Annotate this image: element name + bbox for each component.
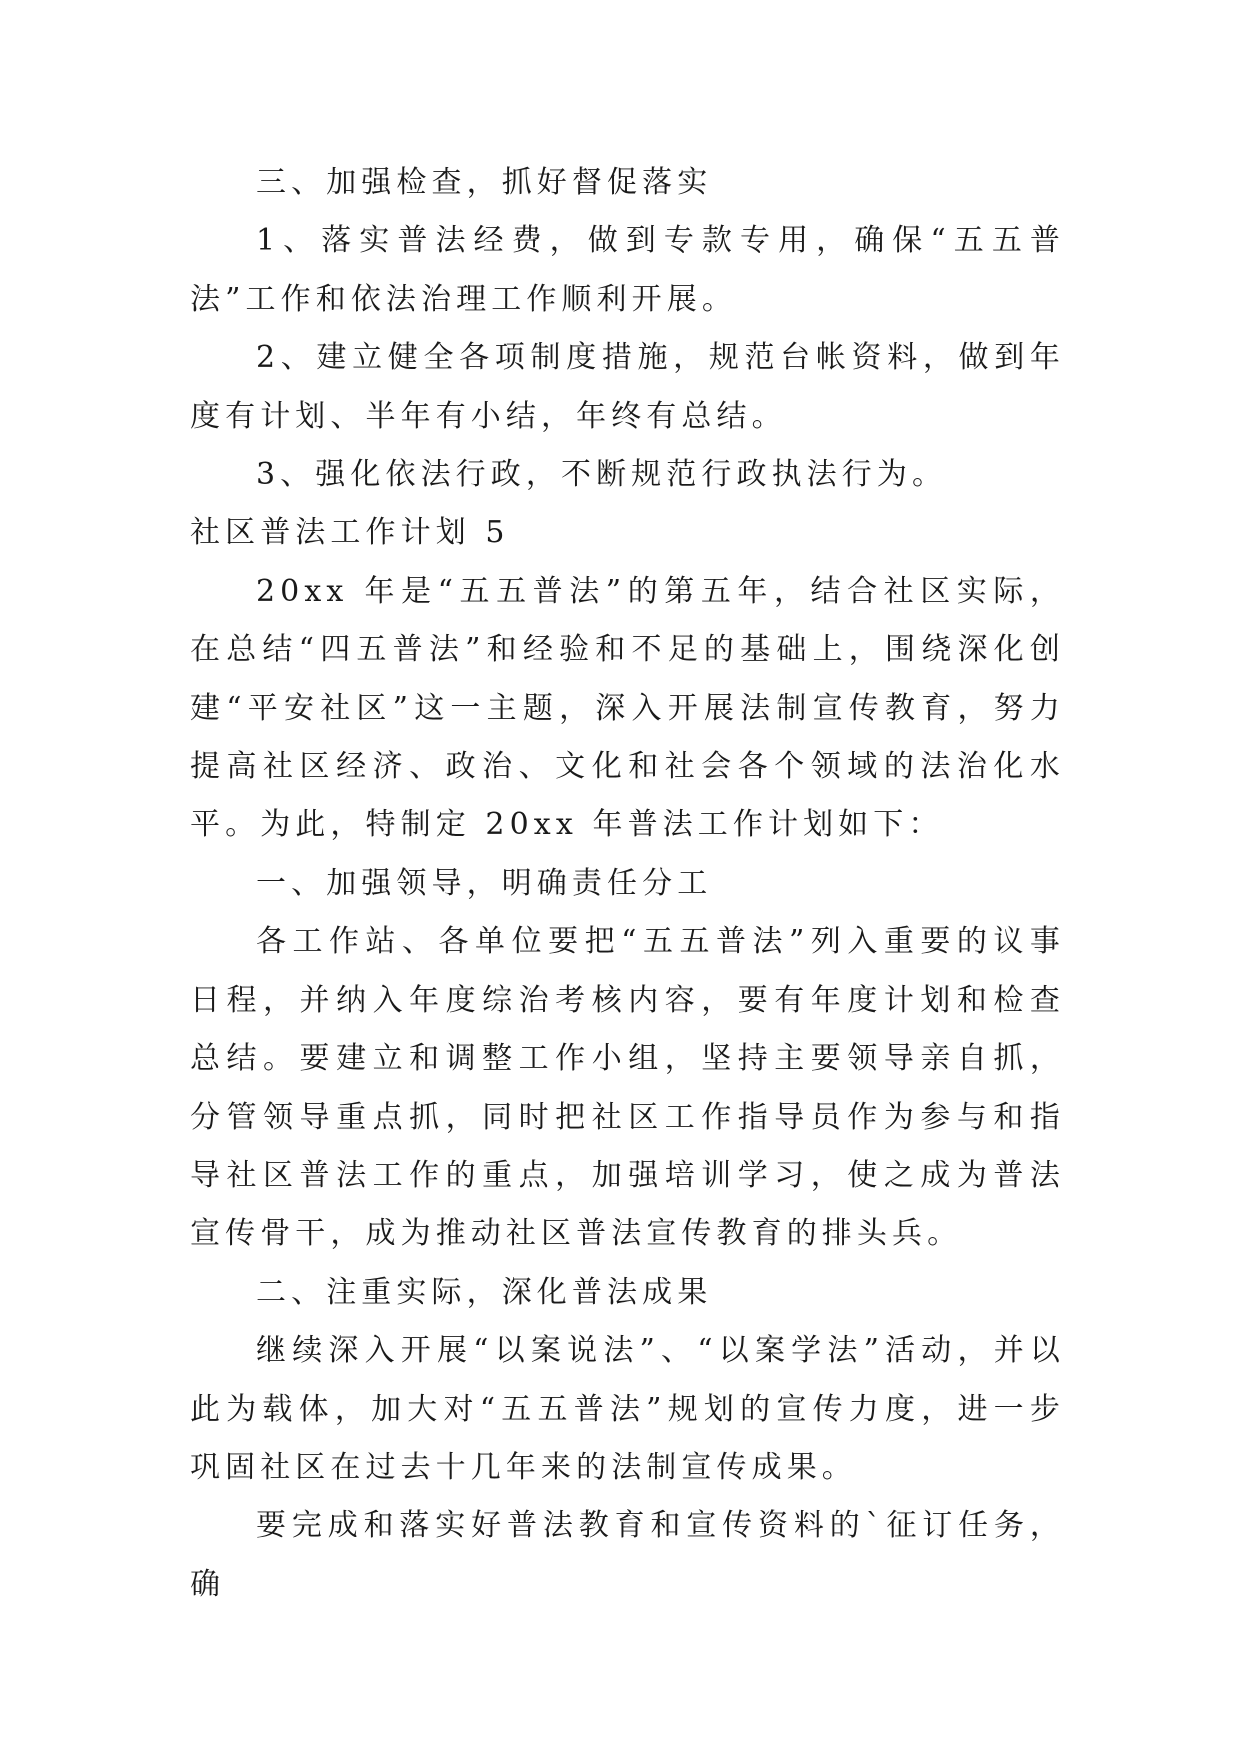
plan-title: 社区普法工作计划 5: [190, 515, 510, 551]
section-heading-three: 三、加强检查，抓好督促落实: [256, 165, 713, 200]
paragraph-item-2: 2、建立健全各项制度措施，规范台帐资料，做到年度有计划、半年有小结，年终有总结。: [190, 340, 1065, 434]
paragraph-intro: 20xx 年是“五五普法”的第五年，结合社区实际，在总结“四五普法”和经验和不足的基础上，围绕深化创建“平安社区”这一主题，深入开展法制宣传教育，努力提高社区经济、政治、文化和社会各个领域的法治化水平。为此，特制定 20xx 年普法工作计划如下：: [190, 573, 1065, 843]
paragraph-materials: 要完成和落实好普法教育和宣传资料的`征订任务，确: [190, 1508, 1065, 1602]
paragraph-item-3: 3、强化依法行政，不断规范行政执法行为。: [256, 457, 948, 493]
paragraph-item-1: 1、落实普法经费，做到专款专用，确保“五五普法”工作和依法治理工作顺利开展。: [190, 223, 1065, 317]
paragraph-activities: 继续深入开展“以案说法”、“以案学法”活动，并以此为载体，加大对“五五普法”规划的宣传力度，进一步巩固社区在过去十几年来的法制宣传成果。: [190, 1333, 1065, 1485]
paragraph-leadership: 各工作站、各单位要把“五五普法”列入重要的议事日程，并纳入年度综治考核内容，要有年度计划和检查总结。要建立和调整工作小组，坚持主要领导亲自抓，分管领导重点抓，同时把社区工作指导员作为参与和指导社区普法工作的重点，加强培训学习，使之成为普法宣传骨干，成为推动社区普法宣传教育的排头兵。: [190, 924, 1065, 1252]
section-heading-one: 一、加强领导，明确责任分工: [256, 865, 713, 901]
document-body: [190, 154, 1065, 1614]
section-heading-two: 二、注重实际，深化普法成果: [256, 1274, 713, 1310]
